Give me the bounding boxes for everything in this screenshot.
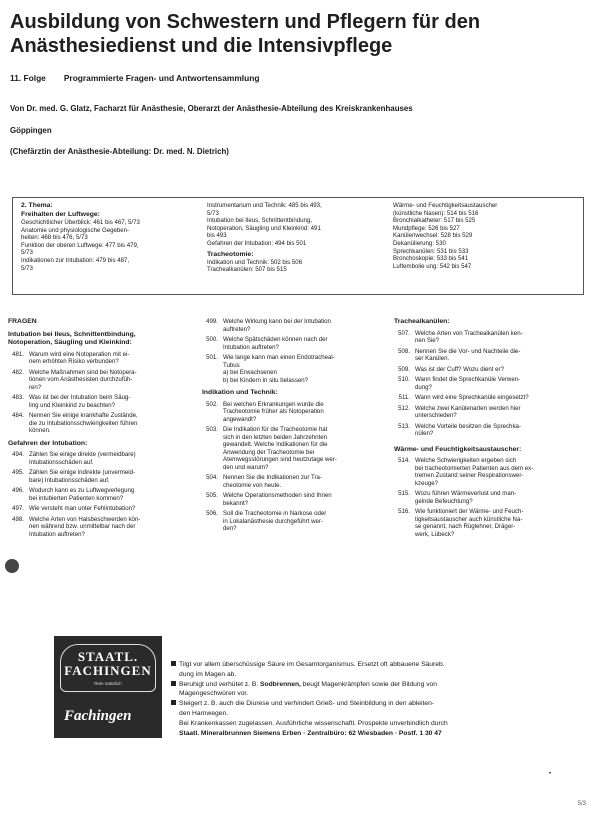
article-title (10, 10, 590, 58)
topic-entry: Luftembolie ung: 542 bis 547 (393, 262, 472, 270)
topic-entry: Sprechkanülen: 531 bis 533 (393, 247, 469, 255)
question-number: 514. (398, 457, 410, 464)
question-text: Welche Maßnahmen sind bei Notopera- tionen vom Anästhesisten durchzufüh- ren? (29, 368, 137, 391)
topic-entry: Bronchialkatheter: 517 bis 525 (393, 217, 476, 225)
question-item (394, 330, 586, 345)
section-title: FRAGEN (8, 318, 37, 325)
question-item (8, 394, 194, 409)
ad-logo-line-2: FACHINGEN (64, 663, 152, 678)
question-group-heading: Gefahren der Intubation: (8, 439, 88, 447)
ad-line: beugt Magenkrämpfen sowie der Bildung von (302, 680, 437, 688)
question-number: 495. (12, 469, 24, 476)
question-text: Nennen Sie die Vor- und Nachteile die- ser Kanülen. (415, 347, 521, 362)
ad-line: Tilgt vor allem überschüssige Säure im Gesamtorganismus. Ersetzt oft abbauene Säureb. (179, 661, 445, 668)
question-group-heading: Trachealkanülen: (394, 318, 450, 325)
question-item (394, 405, 586, 420)
topic-column-3 (393, 202, 579, 270)
ad-highlight: Sodbrennen, (260, 680, 301, 688)
question-text: Welche Schwierigkeiten ergeben sich bei tracheotomierten Patienten aus dem ex- tremen Zustand seiner Respirationswer- kzeuge? (415, 457, 534, 487)
topic-entry: Anatomie und physiologische Gegeben- heiten: 468 bis 476, 5/73 (21, 226, 130, 242)
question-number: 499. (206, 318, 218, 325)
topic-entry: Funktion der oberen Luftwege: 477 bis 479, 5/73 (21, 241, 139, 257)
question-number: 510. (398, 376, 410, 383)
series-line (10, 73, 590, 83)
question-number: 511. (398, 394, 410, 401)
topic-entry: Indikation und Technik: 502 bis 506 (207, 258, 303, 266)
question-item (8, 451, 194, 466)
margin-mark: • (549, 771, 552, 777)
question-item (394, 457, 586, 487)
question-number: 516. (398, 508, 410, 515)
topic-entry: Mundpflege: 526 bis 527 (393, 224, 460, 232)
question-number: 501. (206, 354, 218, 361)
ad-brand: Fachingen (64, 708, 132, 724)
question-number: 504. (206, 474, 218, 481)
question-text: Wann findet die Sprechkanüle Verwen- dung? (415, 376, 521, 391)
question-number: 502. (206, 400, 218, 408)
topic-entry: Indikationen zur Intubation: 479 bis 487, 5/73 (21, 256, 130, 272)
ad-badge (60, 644, 156, 692)
question-item (202, 401, 388, 424)
topic-column-2 (207, 202, 383, 274)
question-text: Wie versteht man unter Fehlintubation? (29, 505, 136, 512)
question-item (8, 369, 194, 392)
question-number: 503. (206, 426, 218, 433)
question-text: Welche Spätschäden können nach der Intubation auftreten? (223, 336, 328, 351)
topic-subheading: Freihalten der Luftwege: (21, 210, 100, 218)
topic-column-1 (21, 202, 201, 272)
question-text: Die Indikation für die Tracheotomie hat sich in den letzten beiden Jahrzehnten gewandelt. Welche Indikationen für die Anwendung der Tracheotomie bei Atemwegsstörungen sind heutzutage wer- den und warum? (223, 426, 337, 471)
question-number: 506. (206, 510, 218, 517)
question-item (394, 490, 586, 505)
question-text: Nennen Sie die Indikationen zur Tra- cheotomie von heute. (223, 474, 322, 489)
question-item (202, 474, 388, 489)
topic-entry: Bronchoskopie: 533 bis 541 (393, 255, 469, 263)
question-item (394, 348, 586, 363)
question-item (394, 508, 586, 538)
author-line (10, 98, 595, 142)
square-bullet-icon (171, 661, 176, 666)
question-text: Was ist bei der Intubation beim Säug- ling und Kleinkind zu beachten? (29, 394, 131, 409)
question-text: Zählen Sie einige direkte (vermeidbare) Intubationsschäden auf. (29, 451, 136, 466)
question-text: Zählen Sie einige indirekte (unvermeid- bare) Intubationsschäden auf. (29, 469, 136, 484)
question-number: 505. (206, 492, 218, 499)
ad-logo (54, 636, 162, 738)
question-item (8, 351, 194, 366)
question-text: Wann wird eine Sprechkanüle eingesetzt? (415, 394, 529, 401)
question-item (202, 426, 388, 471)
ad-line: Beruhigt und verhütet z. B. (179, 680, 259, 688)
question-number: 512. (398, 404, 410, 412)
question-item (202, 336, 388, 351)
question-number: 508. (398, 347, 410, 355)
question-column-1 (8, 318, 194, 541)
ad-text (171, 660, 576, 738)
question-group-heading: Indikation und Technik: (202, 389, 278, 396)
question-number: 494. (12, 451, 24, 458)
question-item (202, 318, 388, 333)
series-number: 11. Folge (10, 73, 46, 83)
question-number: 482. (12, 368, 24, 376)
question-item (8, 516, 194, 539)
topic-entry: Kanülenwechsel: 528 bis 529 (393, 232, 473, 240)
title-line-1: Ausbildung von Schwestern und Pflegern für den (10, 11, 481, 33)
question-text: Was ist der Cuff? Wozu dient er? (415, 365, 504, 373)
question-group-heading: Wärme- und Feuchtigkeitsaustauscher: (394, 445, 522, 453)
question-item (8, 505, 194, 513)
topic-entry: Wärme- und Feuchtigkeitsaustauscher (künstliche Nasen): 514 bis 516 (393, 202, 498, 217)
title-line-2: Anästhesiedienst und die Intensivpflege (10, 35, 393, 57)
advertisement (54, 636, 578, 741)
question-column-3 (394, 318, 586, 541)
punch-hole-mark (5, 559, 19, 573)
question-column-2 (202, 318, 388, 536)
question-text: Bei welchen Erkrankungen wurde die Tracheotomie früher als Notoperation angewandt? (223, 400, 324, 423)
ad-line: Steigert z. B. auch die Diurese und verhindert Grieß- und Steinbildung in den ableiten- (179, 700, 435, 708)
topic-overview-box (12, 197, 584, 295)
question-text: Welche Wirkung kann bei der Intubation auftreten? (223, 318, 331, 333)
question-item (394, 423, 586, 438)
question-item (202, 354, 388, 384)
question-group-heading: Intubation bei Ileus, Schnittentbindung, Notoperation, Säugling und Kleinkind: (8, 330, 136, 346)
topic-entry: Geschichtlicher Überblick: 461 bis 467, 5/73 (21, 219, 140, 226)
question-text: Nennen Sie einige krankhafte Zustände, die zu Intubationsschwierigkeiten führen können. (29, 412, 138, 434)
topic-entry: Intubation bei Ileus, Schnittentbindung, Notoperation, Säugling und Kleinkind: 491 bis 493 (207, 217, 321, 240)
question-item (394, 394, 586, 402)
author-city: Göppingen (10, 126, 52, 135)
question-number: 500. (206, 336, 218, 343)
topic-heading: 2. Thema: (21, 202, 53, 209)
question-text: Welche zwei Kanülenarten werden hier unterschieden? (415, 404, 521, 419)
question-number: 484. (12, 412, 24, 419)
question-text: Welche Vorteile besitzen die Sprechka- nülen? (415, 422, 521, 437)
question-number: 498. (12, 515, 24, 523)
question-text: Wie lange kann man einen Endotracheal- Tubus a) bei Erwachsenen b) bei Kindern in situ belassen? (223, 354, 335, 384)
topic-entry: Gefahren der Intubation: 494 bis 501 (207, 239, 307, 247)
topic-entry: Dekanülierung: 530 (393, 239, 446, 247)
topic-entry: Trachealkanülen: 507 bis 515 (207, 266, 287, 274)
question-text: Welche Arten von Trachealkanülen ken- nen Sie? (415, 329, 523, 344)
ad-address: Staatl. Mineralbrunnen Siemens Erben · Zentralbüro: 62 Wiesbaden · Postf. 1 30 47 (179, 729, 442, 737)
question-number: 509. (398, 365, 410, 373)
ad-logo-small: Rein natürlich (94, 681, 122, 686)
question-item (202, 510, 388, 533)
topic-subheading: Tracheotomie: (207, 250, 254, 258)
ad-line: Bei Krankenkassen zugelassen. Ausführliche wissenschaftl. Prospekte unverbindlich durch (179, 719, 448, 727)
question-item (8, 469, 194, 484)
question-text: Welche Arten von Halsbeschwerden kön- nen während bzw. unmittelbar nach der Intubation auftreten? (29, 515, 141, 538)
ad-line: dung im Magen ab. (179, 670, 237, 678)
topic-entry: Instrumentarium und Technik: 485 bis 493, 5/73 (207, 202, 322, 217)
question-text: Soll die Tracheotomie in Narkose oder in Lokalanästhesie durchgeführt wer- den? (223, 510, 327, 532)
question-number: 515. (398, 490, 410, 497)
question-text: Wozu führen Wärmeverlust und man- gelnde Befeuchtung? (415, 490, 517, 505)
square-bullet-icon (171, 700, 176, 705)
question-number: 496. (12, 487, 24, 494)
question-item (394, 366, 586, 374)
ad-logo-line-1: STAATL. (77, 649, 139, 664)
question-item (394, 376, 586, 391)
ad-line: den Harnwegen. (179, 709, 229, 717)
question-number: 481. (12, 350, 24, 358)
ad-line: Magengeschwüren vor. (179, 690, 249, 698)
question-text: Welche Operationsmethoden sind Ihnen bekannt? (223, 492, 332, 507)
question-text: Wie funktioniert der Wärme- und Feuch- tigkeitsaustauscher auch künstliche Na- se genannt, nach Rüglehner, Dräger- werk, Lübeck? (415, 508, 524, 538)
square-bullet-icon (171, 681, 176, 686)
question-number: 507. (398, 329, 410, 337)
author-text: Von Dr. med. G. Glatz, Facharzt für Anästhesie, Oberarzt der Anästhesie-Abteilung des Kreiskrankenhauses (10, 104, 413, 113)
question-number: 483. (12, 394, 24, 401)
chief-line: (Chefärztin der Anästhesie-Abteilung: Dr. med. N. Dietrich) (10, 147, 229, 156)
question-text: Wodurch kann es zu Luftwegverlegung bei intubierten Patienten kommen? (29, 487, 135, 502)
page-number: 5/3 (577, 801, 586, 807)
series-subtitle: Programmierte Fragen- und Antwortensammlung (63, 73, 260, 83)
question-number: 513. (398, 422, 410, 430)
question-item (8, 487, 194, 502)
question-number: 497. (12, 505, 24, 512)
question-text: Warum wird eine Notoperation mit ei- nem erhöhten Risiko verbunden? (29, 350, 130, 365)
question-item (202, 492, 388, 507)
question-item (8, 412, 194, 435)
